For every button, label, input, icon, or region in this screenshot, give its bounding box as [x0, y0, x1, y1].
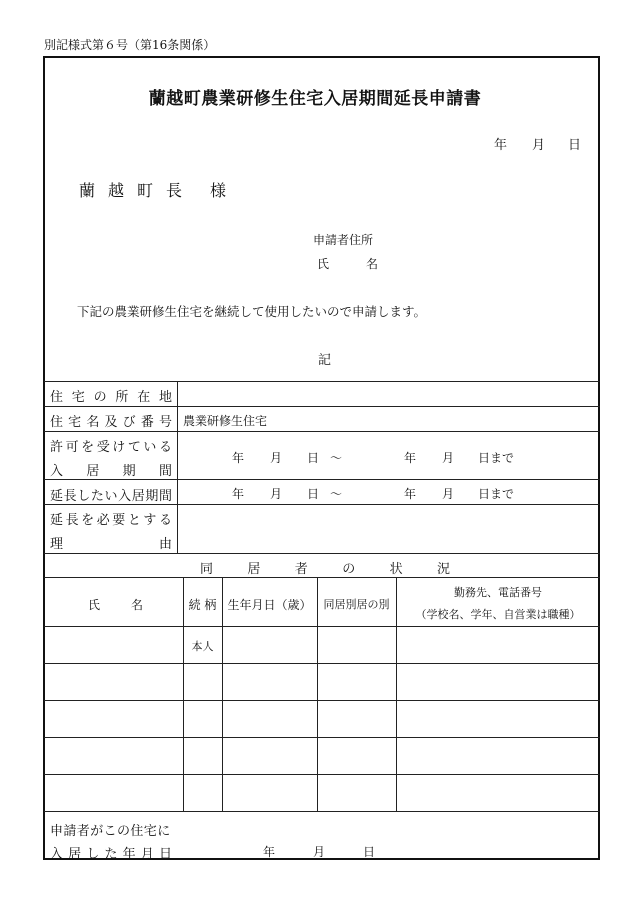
- table-rule: [44, 811, 600, 812]
- period-until: 日まで: [478, 487, 515, 501]
- period-year: 年: [232, 487, 245, 501]
- permitted-period-label-1: 許可を受けている: [50, 440, 172, 455]
- table-rule: [44, 737, 600, 738]
- period-month: 月: [442, 487, 455, 501]
- table-rule: [44, 774, 600, 775]
- move-in-label-2: 入居した年月日: [50, 847, 172, 862]
- period-month: 月: [442, 451, 455, 465]
- table-rule: [44, 504, 600, 505]
- table-rule: [44, 431, 600, 432]
- applicant-name-label-1: 氏: [317, 257, 330, 271]
- document-title: 蘭越町農業研修生住宅入居期間延長申請書: [148, 89, 482, 109]
- col-birthdate: 生年月日（歳）: [227, 598, 312, 612]
- period-day: 日: [307, 451, 320, 465]
- period-day: 日: [307, 487, 320, 501]
- period-until: 日まで: [478, 451, 515, 465]
- reason-label-2: 理由: [50, 537, 172, 552]
- permitted-period-label-2: 入居期間: [50, 464, 172, 479]
- permitted-period-dates: [0, 449, 630, 465]
- period-year: 年: [404, 451, 417, 465]
- cohab-col-divider: [317, 577, 318, 811]
- table-rule: [44, 553, 600, 554]
- date-day-label: 日: [568, 138, 582, 153]
- name-number-value: 農業研修生住宅: [183, 414, 268, 428]
- label-column-divider: [177, 381, 178, 553]
- col-living-status: 同居別居の別: [323, 598, 390, 611]
- extend-period-label: 延長したい入居期間: [50, 489, 172, 504]
- table-rule: [44, 479, 600, 480]
- self-relation-cell: 本人: [191, 640, 214, 653]
- applicant-address-label: 申請者住所: [313, 233, 374, 247]
- ki-heading: 記: [318, 353, 332, 368]
- col-relation: 続 柄: [188, 598, 217, 612]
- table-rule: [44, 381, 600, 382]
- addressee-honorific: 様: [210, 181, 227, 200]
- form-number-label: 別記様式第６号（第16条関係）: [44, 38, 216, 52]
- date-year-label: 年: [494, 138, 508, 153]
- move-in-day: 日: [363, 845, 376, 859]
- col-name-1: 氏: [88, 598, 101, 612]
- date-month-label: 月: [532, 138, 546, 153]
- table-rule: [44, 700, 600, 701]
- col-workplace-2: （学校名、学年、自営業は職種）: [415, 608, 581, 621]
- move-in-year: 年: [263, 845, 276, 859]
- move-in-label-1: 申請者がこの住宅に: [50, 824, 171, 839]
- period-tilde: ～: [330, 487, 343, 501]
- table-rule: [44, 626, 600, 627]
- table-rule: [44, 406, 600, 407]
- reason-label-1: 延長を必要とする: [50, 513, 172, 528]
- addressee: 蘭越町長: [79, 181, 196, 200]
- name-number-label: 住宅名及び番号: [50, 415, 172, 430]
- period-month: 月: [270, 487, 283, 501]
- period-tilde: ～: [330, 451, 343, 465]
- period-year: 年: [232, 451, 245, 465]
- col-workplace-1: 勤務先、電話番号: [454, 586, 542, 599]
- cohabitant-heading: 同居者の状況: [200, 562, 450, 577]
- location-label: 住宅の所在地: [50, 390, 172, 405]
- intro-text: 下記の農業研修生住宅を継続して使用したいので申請します。: [77, 304, 427, 319]
- period-month: 月: [270, 451, 283, 465]
- move-in-month: 月: [313, 845, 326, 859]
- table-rule: [44, 663, 600, 664]
- table-rule: [44, 577, 600, 578]
- extend-period-dates: [0, 485, 630, 501]
- col-name-2: 名: [131, 598, 144, 612]
- period-year: 年: [404, 487, 417, 501]
- applicant-name-label-2: 名: [366, 257, 379, 271]
